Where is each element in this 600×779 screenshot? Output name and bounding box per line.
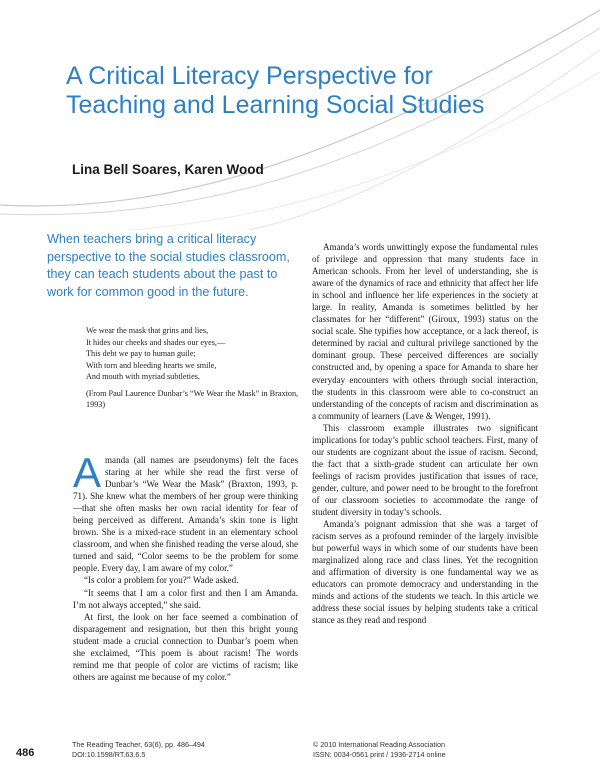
poem-line: This debt we pay to human guile; (86, 349, 196, 358)
poem-credit: (From Paul Laurence Dunbar’s “We Wear the Mask” in Braxton, 1993) (86, 388, 299, 409)
copyright-block (313, 740, 446, 760)
body-column-right (312, 241, 538, 627)
pull-quote: When teachers bring a critical literacy perspective to the social studies classroom, they can teach students about the past to work for common good in the future. (47, 232, 290, 299)
body-paragraph: Amanda’s words unwittingly expose the fundamental rules of privilege and oppression that many students face in American schools. From her level of understanding, she is aware of the dynamics of race and ethnicity that affect her life in school and influence her life experiences in the society at large. In reality, Amanda is sometimes belittled by her classmates for her “different” (Giroux, 1993) status on the social scale. She typifies how acceptance, or a lack thereof, is determined by racial and cultural privilege sanctioned by the dominant group. These perceived differences are socially constructed and, by opening a space for Amanda to share her everyday encounters with others through social interaction, the students in this classroom were able to co-construct an understanding of the concepts of racism and discrimination as a community of learners (Lave & Wenger, 1991). (312, 242, 538, 421)
article-authors: Lina Bell Soares, Karen Wood (72, 162, 264, 177)
body-paragraph: This classroom example illustrates two significant implications for today’s public school teachers. First, many of our students are cognizant about the issue of racism. Second, the fact that a sixth-grade student can articulate her own feelings of racism provides justification that issues of race, gender, culture, and power need to be brought to the forefront of our classroom societies to accommodate the range of student diversity in today’s schools. (312, 422, 538, 518)
body-paragraph: Amanda’s poignant admission that she was a target of racism serves as a profound reminder of the largely invisible but powerful ways in which some of our students have been marginalized along race and class lines. Yet the recognition and affirmation of diversity is one fundamental way we as educators can promote democracy and understanding in the minds and actions of the students we teach. In this article we address these social issues by helping students take a critical stance as they read and respond (312, 519, 538, 626)
article-title: A Critical Literacy Perspective for Teaching and Learning Social Studies (66, 62, 485, 119)
poem-line: We wear the mask that grins and lies, (86, 326, 209, 335)
body-paragraph: At first, the look on her face seemed a combination of disparagement and resignation, but then this bright young student made a crucial connection to Dunbar’s poem when she exclaimed, “This poem is about racism! The words remind me that people of color are victims of racism; like others are against me because of my color.” (73, 611, 298, 682)
body-paragraph (73, 449, 298, 574)
doi: DOI:10.1598/RT.63.6.5 (72, 750, 146, 759)
body-column-left (73, 449, 298, 683)
poem-line: With torn and bleeding hearts we smile, (86, 360, 217, 370)
journal-citation (72, 740, 205, 760)
journal-reference: The Reading Teacher, 63(6), pp. 486–494 (72, 740, 205, 749)
poem-line: It hides our cheeks and shades our eyes,— (86, 337, 226, 347)
copyright-notice: © 2010 International Reading Association (313, 740, 445, 749)
drop-cap: A (73, 449, 102, 496)
paragraph-text: manda (all names are pseudonyms) felt the faces staring at her while she read the first verse of Dunbar’s “We Wear the Mask” (Braxton, 1993, p. 71). She knew what the members of her group were thinking—that she often masks her own racial identity for fear of being perceived as different. Amanda’s skin tone is light brown. She is a mixed-race student in an elementary school classroom, and when she finished reading the verse aloud, she turned and said, “Color seems to be the problem for some people. Every day, I am aware of my color.” (73, 455, 298, 574)
body-paragraph: “It seems that I am a color first and then I am Amanda. I’m not always accepted,” she said. (73, 587, 298, 610)
page-footer (0, 740, 600, 770)
body-paragraph: “Is color a problem for you?” Wade asked. (84, 575, 239, 586)
poem-line: And mouth with myriad subtleties. (86, 372, 200, 381)
page-number: 486 (16, 747, 35, 759)
epigraph-poem (86, 325, 301, 411)
issn: ISSN: 0034-0561 print / 1936-2714 online (313, 750, 446, 759)
